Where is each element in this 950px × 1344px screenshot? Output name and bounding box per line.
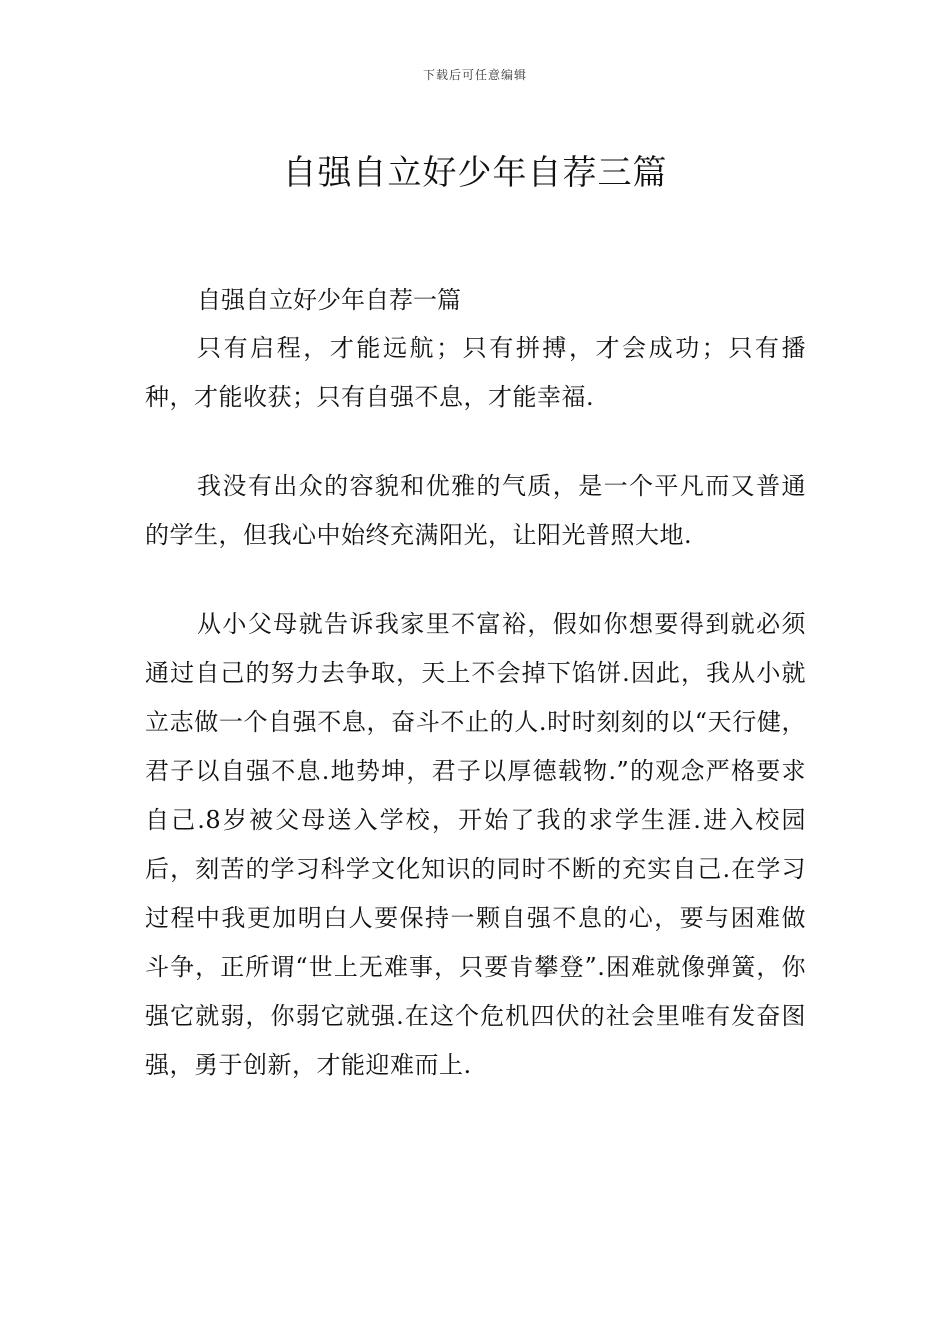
document-body: [145, 280, 806, 1090]
paragraph-spacer: [145, 422, 806, 462]
paragraph-1: 只有启程，才能远航；只有拼搏，才会成功；只有播种，才能收获；只有自强不息，才能幸福.: [145, 334, 806, 411]
document-title: 自强自立好少年自荐三篇: [282, 152, 668, 193]
header-note: 下载后可任意编辑: [422, 68, 527, 82]
paragraph-spacer: [145, 560, 806, 600]
paragraph-3: 从小父母就告诉我家里不富裕，假如你想要得到就必须通过自己的努力去争取，天上不会掉下馅饼.因此，我从小就立志做一个自强不息，奋斗不止的人.时时刻刻的以“天行健，君子以自强不息.地势坤，君子以厚德载物.”的观念严格要求自己.8岁被父母送入学校，开始了我的求学生涯.进入校园后，刻苦的学习科学文化知识的同时不断的充实自己.在学习过程中我更加明白人要保持一颗自强不息的心，要与困难做斗争，正所谓“世上无难事，只要肯攀登”.困难就像弹簧，你强它就弱，你弱它就强.在这个危机四伏的社会里唯有发奋图强，勇于创新，才能迎难而上.: [145, 610, 806, 1079]
section-heading: 自强自立好少年自荐一篇: [197, 286, 461, 314]
paragraph-2: 我没有出众的容貌和优雅的气质，是一个平凡而又普通的学生，但我心中始终充满阳光，让阳光普照大地.: [145, 472, 806, 549]
